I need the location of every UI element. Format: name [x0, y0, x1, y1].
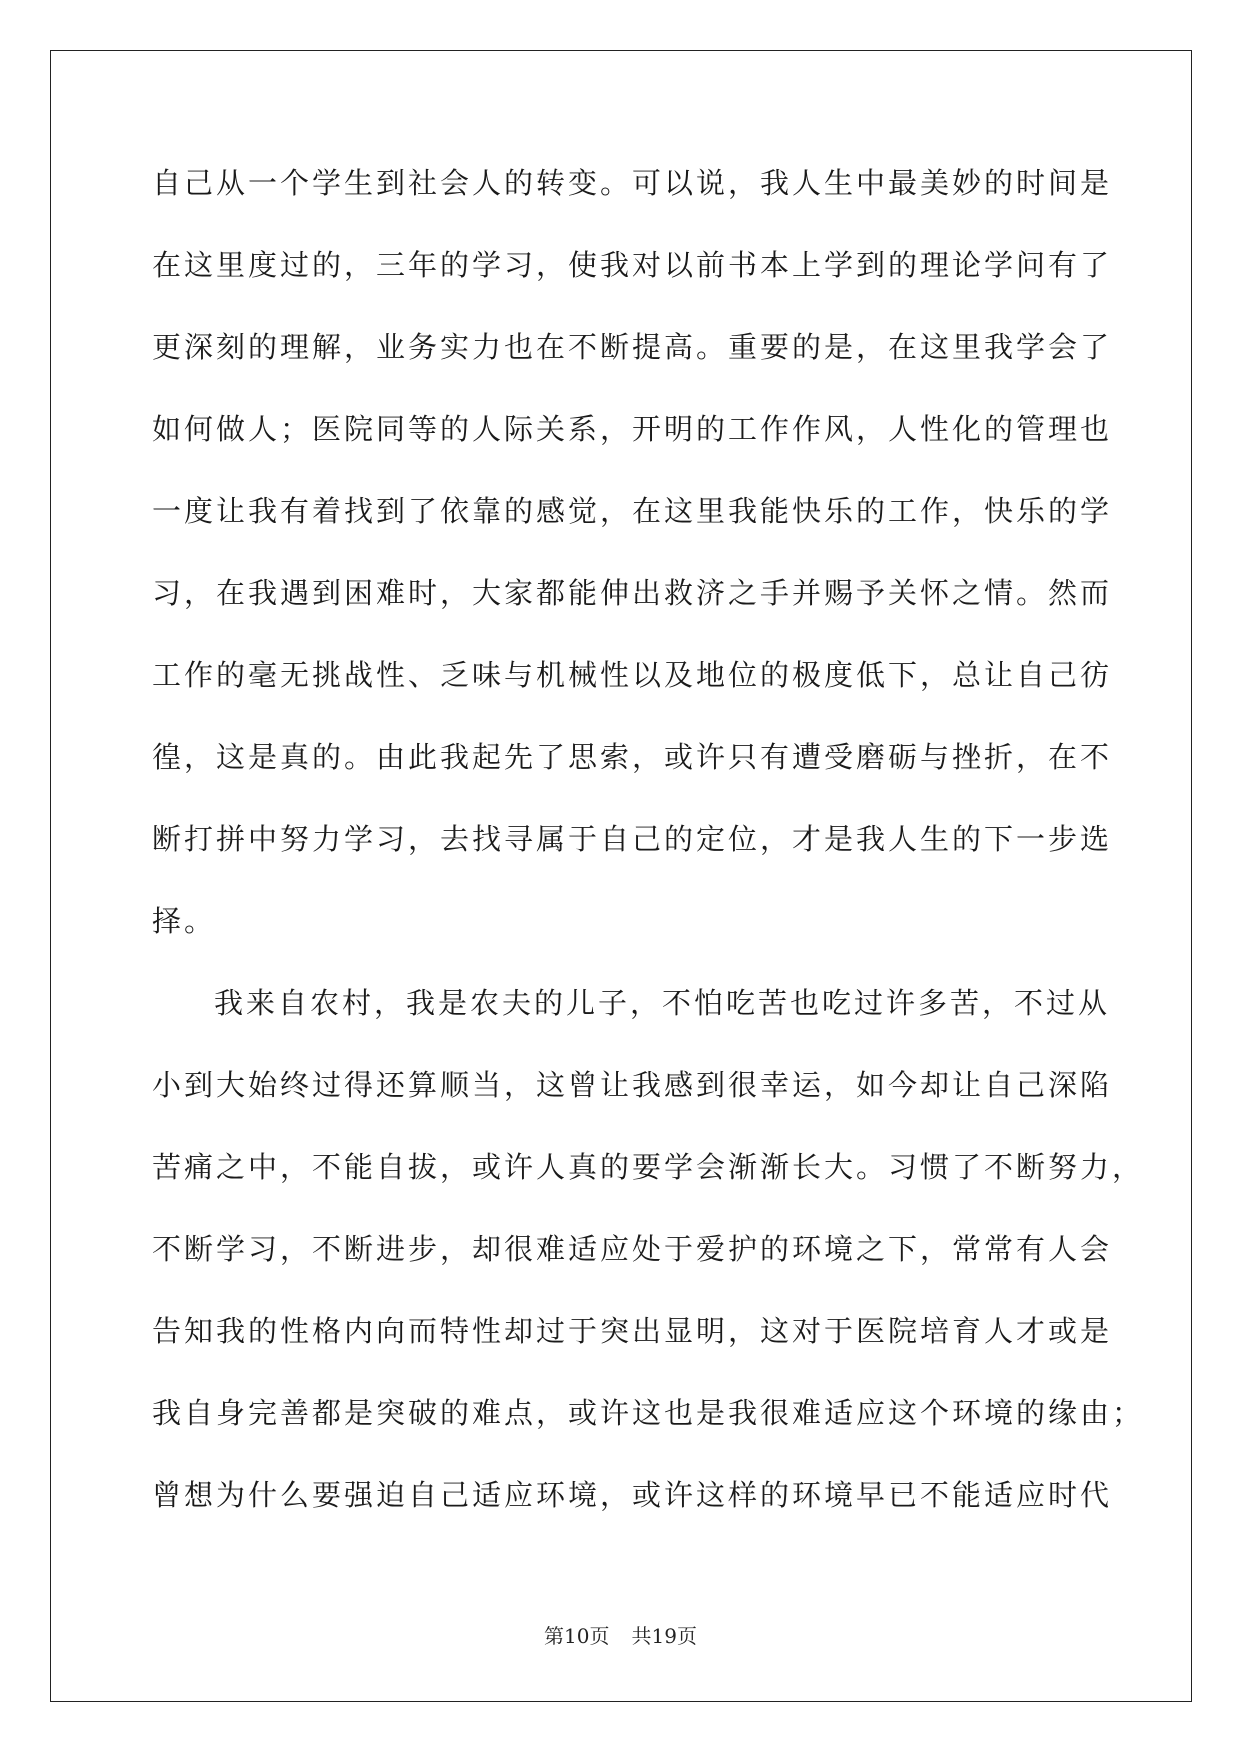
page-number: 第10页 — [544, 1624, 610, 1648]
text-line: 徨，这是真的。由此我起先了思索，或许只有遭受磨砺与挫折，在不 — [152, 740, 1113, 774]
text-line: 自己从一个学生到社会人的转变。可以说，我人生中最美妙的时间是 — [152, 166, 1113, 200]
document-body — [152, 162, 1145, 1556]
text-line: 不断学习，不断进步，却很难适应处于爱护的环境之下，常常有人会 — [152, 1232, 1113, 1266]
text-line: 一度让我有着找到了依靠的感觉，在这里我能快乐的工作，快乐的学 — [152, 494, 1113, 528]
paragraph-start-line: 我来自农村，我是农夫的儿子，不怕吃苦也吃过许多苦，不过从 — [214, 986, 1111, 1020]
page-footer — [0, 1620, 1241, 1649]
text-line: 在这里度过的，三年的学习，使我对以前书本上学到的理论学问有了 — [152, 248, 1113, 282]
text-line: 择。 — [152, 904, 217, 938]
text-line: 苦痛之中，不能自拔，或许人真的要学会渐渐长大。习惯了不断努力， — [152, 1150, 1145, 1184]
text-line: 如何做人；医院同等的人际关系，开明的工作作风，人性化的管理也 — [152, 412, 1113, 446]
text-line: 曾想为什么要强迫自己适应环境，或许这样的环境早已不能适应时代 — [152, 1478, 1113, 1512]
text-line: 工作的毫无挑战性、乏味与机械性以及地位的极度低下，总让自己彷 — [152, 658, 1113, 692]
text-line: 更深刻的理解，业务实力也在不断提高。重要的是，在这里我学会了 — [152, 330, 1113, 364]
text-line: 告知我的性格内向而特性却过于突出显明，这对于医院培育人才或是 — [152, 1314, 1113, 1348]
text-line: 我自身完善都是突破的难点，或许这也是我很难适应这个环境的缘由； — [152, 1396, 1145, 1430]
page-total: 共19页 — [631, 1624, 697, 1648]
text-line: 小到大始终过得还算顺当，这曾让我感到很幸运，如今却让自己深陷 — [152, 1068, 1113, 1102]
text-line: 习，在我遇到困难时，大家都能伸出救济之手并赐予关怀之情。然而 — [152, 576, 1113, 610]
text-line: 断打拼中努力学习，去找寻属于自己的定位，才是我人生的下一步选 — [152, 822, 1113, 856]
